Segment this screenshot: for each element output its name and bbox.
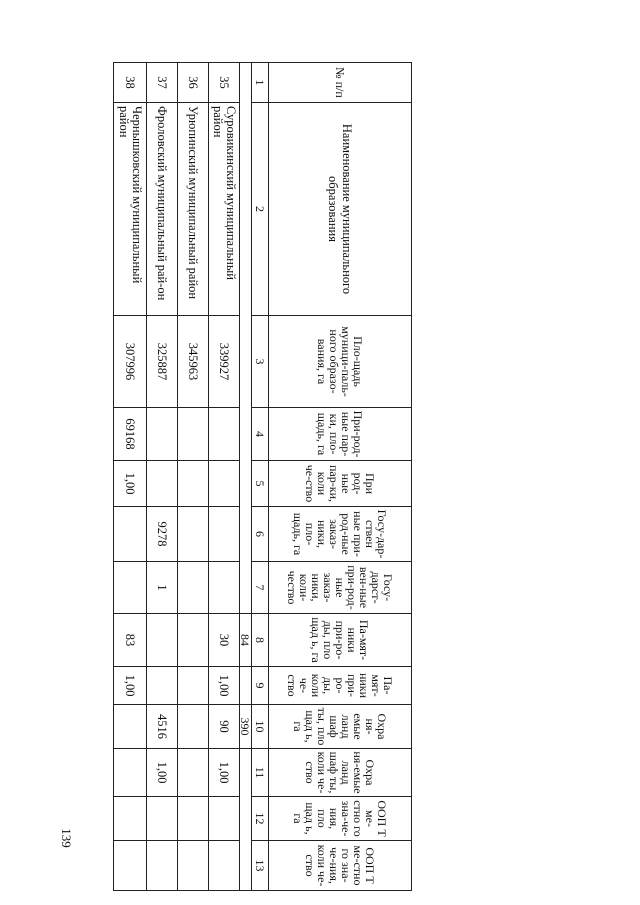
cell-natural-parks-area: 69168 — [114, 408, 147, 461]
cell-local-oopt-area — [178, 797, 209, 841]
header-reserves-area: Госу-дар-ствен ные при-род-ные заказ-ники, пло-щадь, га — [269, 507, 412, 562]
column-number — [252, 614, 269, 667]
cell-monuments-count: 1,00 — [209, 667, 240, 705]
cell-natural-parks-area — [209, 408, 240, 461]
column-number: 7 — [252, 562, 269, 614]
cell-landscapes-count: 1,00 — [209, 749, 240, 797]
column-number: 1 — [252, 63, 269, 103]
column-number: 9 — [252, 667, 269, 705]
header-local-oopt-area: ООП Т ме-стно го зна-че-ния, пло щад ь, га — [269, 797, 412, 841]
cell-landscapes-area: 90 — [209, 705, 240, 749]
header-natural-parks-area: При-род-ные пар-ки, пло-щадь, га — [269, 408, 412, 461]
cell-natural-parks-area — [178, 408, 209, 461]
cell-landscapes-area: 4516 — [147, 705, 178, 749]
cell-natural-parks-count — [178, 461, 209, 507]
column-number: 2 — [252, 103, 269, 316]
row-number: 36 — [178, 63, 209, 103]
cell-monuments-count: 1,00 — [114, 667, 147, 705]
header-reserves-count: Госу-дарст-вен-ные при-род-ные заказ-ники, коли-чество — [269, 562, 412, 614]
cell-landscapes-area — [178, 705, 209, 749]
column-number: 11 — [252, 749, 269, 797]
header-landscapes-count: Охра ня-емые ланд шаф ты, коли че-ство — [269, 749, 412, 797]
column-number-label: 10 — [253, 720, 268, 733]
column-number — [252, 705, 269, 749]
cell-landscapes-area — [114, 705, 147, 749]
header-row — [269, 63, 412, 891]
header-local-oopt-count: ООП Т ме-стно го зна-че-ния, коли че-ство — [269, 841, 412, 891]
cell-local-oopt-area — [114, 797, 147, 841]
header-monuments-count: Па-мят-ники при-ро-ды, коли че-ство — [269, 667, 412, 705]
header-landscapes-area: Охра ня-емые ланд шаф ты, пло щад ь, га — [269, 705, 412, 749]
header-name: Наименование муниципального образования — [269, 103, 412, 316]
cell-reserves-count — [114, 562, 147, 614]
table-row — [178, 63, 209, 891]
cell-area: 339927 — [209, 316, 240, 408]
table-row — [209, 63, 240, 891]
cell-monuments-count — [147, 667, 178, 705]
header-area: Пло-щадь муници-паль-ного образо-вания, га — [269, 316, 412, 408]
carryover-landscapes-area: 390 — [240, 705, 252, 749]
carryover-blank — [240, 63, 252, 614]
protected-areas-table — [113, 62, 412, 891]
municipality-name: Фроловский муниципальный рай-он — [147, 103, 178, 316]
cell-monuments-area: 83 — [114, 614, 147, 667]
column-number-row — [252, 63, 269, 891]
cell-reserves-count — [178, 562, 209, 614]
cell-local-oopt-area — [209, 797, 240, 841]
header-num: № п/п — [269, 63, 412, 103]
cell-reserves-area — [178, 507, 209, 562]
carryover-blank — [240, 667, 252, 705]
cell-monuments-count — [178, 667, 209, 705]
column-number: 4 — [252, 408, 269, 461]
table-row — [114, 63, 147, 891]
column-number: 12 — [252, 797, 269, 841]
rotated-table-container — [117, 62, 412, 887]
cell-reserves-count — [209, 562, 240, 614]
cell-monuments-area — [147, 614, 178, 667]
cell-area: 307996 — [114, 316, 147, 408]
cell-landscapes-count — [178, 749, 209, 797]
cell-reserves-area — [209, 507, 240, 562]
column-number: 6 — [252, 507, 269, 562]
cell-monuments-area — [178, 614, 209, 667]
cell-natural-parks-area — [147, 408, 178, 461]
column-number: 3 — [252, 316, 269, 408]
cell-local-oopt-area — [147, 797, 178, 841]
cell-reserves-count: 1 — [147, 562, 178, 614]
municipality-name: Чернышковский муниципальный район — [114, 103, 147, 316]
row-number: 35 — [209, 63, 240, 103]
cell-local-oopt-count — [114, 841, 147, 891]
table-row — [147, 63, 178, 891]
carryover-row — [240, 63, 252, 891]
header-natural-parks-count: При род-ные пар-ки, коли че-ство — [269, 461, 412, 507]
header-monuments-area: Па-мят-ники при-ро-ды, пло щад ь, га — [269, 614, 412, 667]
cell-local-oopt-count — [209, 841, 240, 891]
column-number-label: 8 — [253, 637, 268, 643]
page-number: 139 — [59, 828, 74, 848]
cell-landscapes-count — [114, 749, 147, 797]
cell-reserves-area: 9278 — [147, 507, 178, 562]
cell-local-oopt-count — [147, 841, 178, 891]
carryover-blank — [240, 749, 252, 891]
cell-natural-parks-count: 1,00 — [114, 461, 147, 507]
carryover-monuments-area: 84 — [240, 614, 252, 667]
cell-natural-parks-count — [147, 461, 178, 507]
row-number: 38 — [114, 63, 147, 103]
cell-local-oopt-count — [178, 841, 209, 891]
cell-area: 325887 — [147, 316, 178, 408]
municipality-name: Суровикинский муниципальный район — [209, 103, 240, 316]
cell-natural-parks-count — [209, 461, 240, 507]
row-number: 37 — [147, 63, 178, 103]
municipality-name: Урюпинский муниципальный район — [178, 103, 209, 316]
cell-monuments-area: 30 — [209, 614, 240, 667]
column-number: 13 — [252, 841, 269, 891]
cell-reserves-area — [114, 507, 147, 562]
cell-area: 345963 — [178, 316, 209, 408]
column-number: 5 — [252, 461, 269, 507]
cell-landscapes-count: 1,00 — [147, 749, 178, 797]
